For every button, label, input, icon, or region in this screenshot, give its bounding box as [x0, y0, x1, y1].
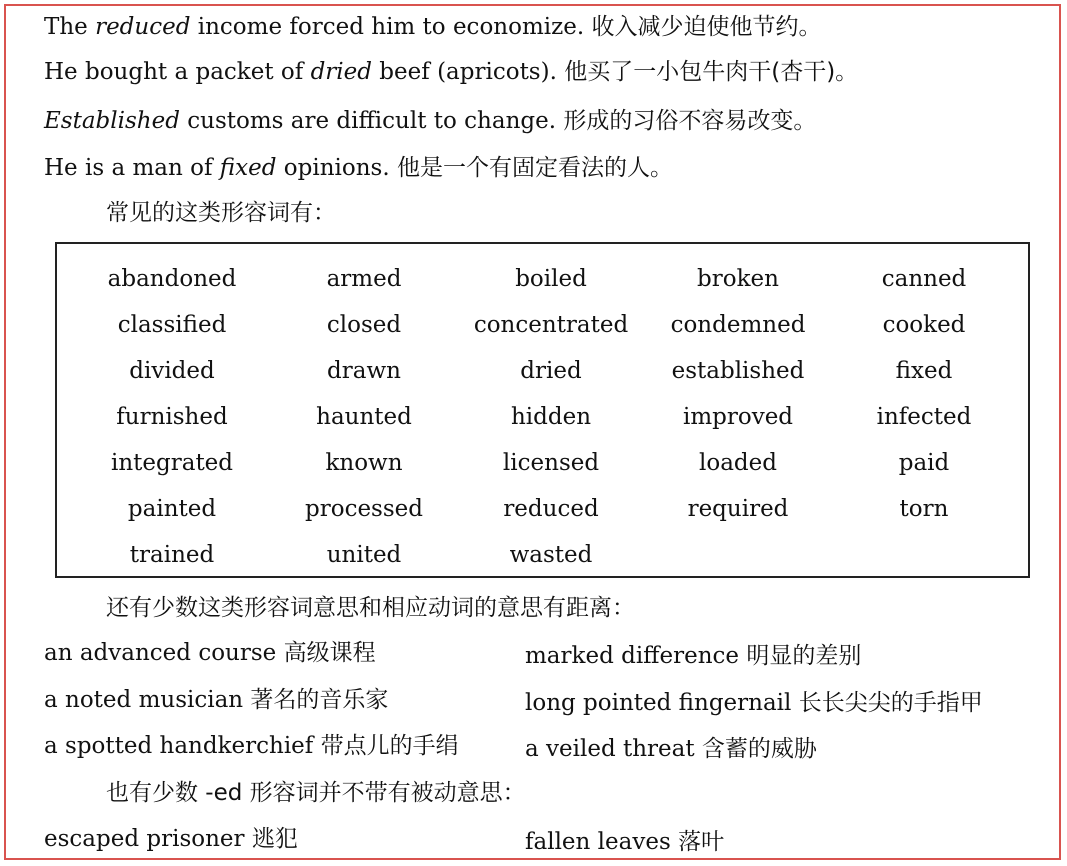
table-cell: paid	[898, 450, 950, 476]
table-cell: divided	[129, 358, 215, 384]
example-sentence-dried: He bought a packet of dried beef (apricots). 他买了一小包牛肉干(杏干)。	[44, 59, 859, 85]
table-cell: painted	[127, 496, 217, 522]
translation: 他是一个有固定看法的人。	[389, 155, 673, 181]
table-cell: torn	[899, 496, 949, 522]
table-cell: closed	[326, 312, 402, 338]
emphasis-word: dried	[310, 59, 372, 85]
table-cell: known	[325, 450, 403, 476]
translation: 收入减少迫使他节约。	[584, 14, 822, 40]
adjective-table	[55, 242, 1030, 578]
distance-example-row-right: a veiled threat 含蓄的威胁	[525, 736, 817, 762]
table-cell: concentrated	[473, 312, 629, 338]
section-heading-distance: 还有少数这类形容词意思和相应动词的意思有距离：	[106, 595, 635, 621]
table-cell: drawn	[327, 358, 401, 384]
table-cell: processed	[305, 496, 423, 522]
translation: 形成的习俗不容易改变。	[556, 108, 817, 134]
distance-example-row: a noted musician 著名的音乐家	[44, 687, 389, 713]
table-cell: required	[687, 496, 789, 522]
table-cell: hidden	[510, 404, 592, 430]
distance-example-row: an advanced course 高级课程	[44, 640, 376, 666]
no-passive-example-row: escaped prisoner 逃犯	[44, 826, 298, 852]
emphasis-word: fixed	[219, 155, 277, 181]
table-cell: haunted	[316, 404, 412, 430]
table-cell: loaded	[699, 450, 777, 476]
table-cell: canned	[881, 266, 967, 292]
table-cell	[831, 532, 1017, 578]
distance-example-row: a spotted handkerchief 带点儿的手绢	[44, 733, 459, 759]
emphasis-word: reduced	[95, 14, 191, 40]
translation: 他买了一小包牛肉干(杏干)。	[556, 59, 859, 85]
example-sentence-fixed: He is a man of fixed opinions. 他是一个有固定看法的人。	[44, 155, 673, 181]
table-cell: boiled	[515, 266, 587, 292]
table-cell: licensed	[502, 450, 600, 476]
table-cell: established	[671, 358, 805, 384]
table-cell: improved	[682, 404, 794, 430]
table-cell: broken	[697, 266, 779, 292]
table-cell: wasted	[509, 542, 593, 568]
distance-example-row-right: long pointed fingernail 长长尖尖的手指甲	[525, 690, 983, 716]
table-cell: fixed	[895, 358, 953, 384]
distance-example-row-right: marked difference 明显的差别	[525, 643, 862, 669]
table-cell: infected	[876, 404, 972, 430]
table-cell: classified	[117, 312, 227, 338]
table-cell: furnished	[116, 404, 228, 430]
section-heading-no-passive: 也有少数 -ed 形容词并不带有被动意思：	[106, 780, 526, 806]
example-sentence-reduced: The reduced income forced him to economize. 收入减少迫使他节约。	[44, 14, 822, 40]
section-heading-common: 常见的这类形容词有：	[106, 200, 336, 226]
table-cell: abandoned	[107, 266, 237, 292]
table-cell	[645, 532, 831, 578]
table-cell: reduced	[503, 496, 599, 522]
table-cell: armed	[326, 266, 402, 292]
table-cell: condemned	[670, 312, 806, 338]
table-cell: integrated	[110, 450, 234, 476]
no-passive-example-row-right: fallen leaves 落叶	[525, 829, 725, 855]
table-cell: trained	[129, 542, 215, 568]
adjective-grid	[57, 244, 1028, 578]
table-cell: united	[326, 542, 402, 568]
table-cell: dried	[520, 358, 582, 384]
example-sentence-established: Established customs are difficult to change. 形成的习俗不容易改变。	[44, 108, 817, 134]
emphasis-word: Established	[44, 108, 180, 134]
table-cell: cooked	[882, 312, 966, 338]
